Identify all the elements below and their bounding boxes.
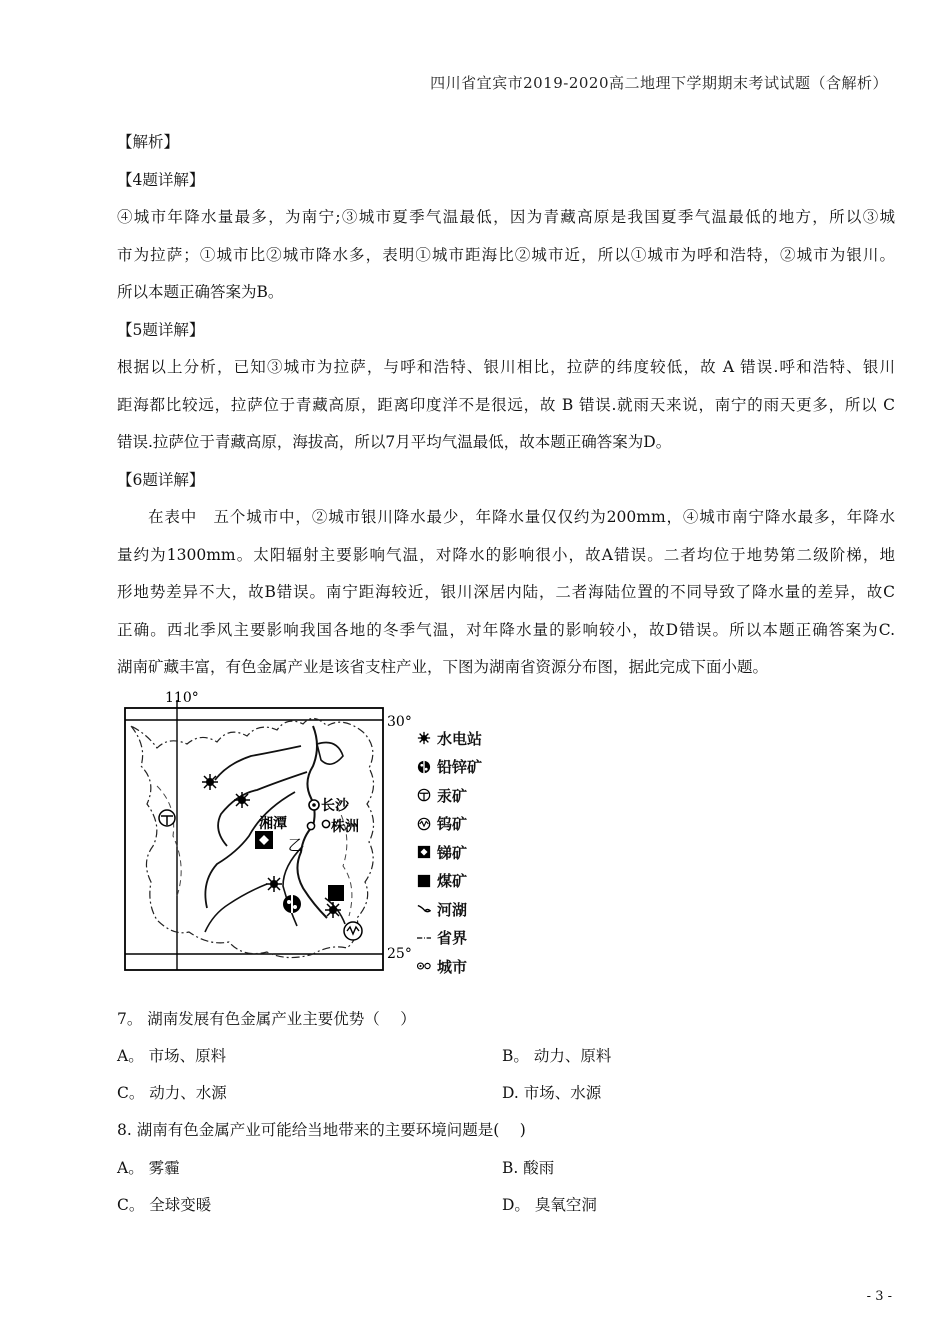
hydropower-station-icon	[266, 876, 282, 892]
q6-line: 量约为1300mm。太阳辐射主要影响气温，对降水的影响很小，故A错误。二者均位于地势第二级阶梯，地	[117, 545, 895, 564]
question-8-option-b: B. 酸雨	[502, 1159, 555, 1177]
city-icon	[309, 800, 319, 810]
mercury-mine-icon	[159, 810, 175, 826]
legend-item: 省界	[417, 924, 497, 953]
map-legend	[417, 724, 497, 981]
page-number: - 3 -	[866, 1289, 892, 1304]
tungsten-mine-icon	[344, 922, 362, 940]
q4-line: 市为拉萨；①城市比②城市降水多，表明①城市距海比②城市近，所以①城市为呼和浩特，②城市为银川。	[117, 245, 895, 264]
legend-item: 铅锌矿	[417, 753, 497, 782]
question-8-option-a: A。 雾霾	[117, 1159, 180, 1177]
question-7-option-b: B。 动力、原料	[502, 1047, 612, 1065]
lead-zinc-mine-icon	[417, 760, 431, 774]
q4-title: 【4题详解】	[117, 170, 205, 189]
river	[205, 884, 267, 932]
river	[283, 846, 303, 926]
region-label: 乙	[288, 836, 304, 854]
question-7-option-a: A。 市场、原料	[117, 1047, 227, 1065]
city-label-xiangtan: 湘潭	[259, 816, 287, 832]
latitude-bottom-label: 25°	[387, 946, 412, 962]
city-icon	[417, 959, 431, 973]
river	[215, 746, 301, 780]
coal-mine-icon	[328, 885, 344, 901]
lead-zinc-mine-icon	[283, 895, 301, 913]
latitude-top-label: 30°	[387, 714, 412, 730]
analysis-title: 【解析】	[117, 133, 180, 151]
city-icon	[322, 820, 329, 827]
q4-line: 所以本题正确答案为B。	[117, 283, 284, 301]
hydropower-station-icon	[325, 902, 341, 918]
hydropower-station-icon	[202, 774, 218, 790]
city-label-changsha: 长沙	[321, 798, 349, 814]
q6-line: 形地势差异不大，故B错误。南宁距海较近，银川深居内陆，二者海陆位置的不同导致了降水量的差异，故C	[117, 583, 895, 601]
question-7-stem: 7。 湖南发展有色金属产业主要优势（ ）	[117, 1010, 416, 1028]
antimony-mine-icon	[417, 845, 431, 859]
province-boundary-icon	[417, 931, 431, 945]
dongting-lake	[317, 743, 343, 765]
question-7-option-c: C。 动力、水源	[117, 1084, 227, 1102]
antimony-mine-icon	[255, 831, 273, 849]
hydropower-station-icon	[234, 792, 250, 808]
legend-item: 汞矿	[417, 781, 497, 810]
q4-line: ④城市年降水量最多，为南宁;③城市夏季气温最低，因为青藏高原是我国夏季气温最低的地方，所以③城	[117, 208, 895, 226]
city-icon	[307, 822, 314, 829]
legend-item: 城市	[417, 952, 497, 981]
hydropower-station-icon	[417, 731, 431, 745]
q5-line: 错误.拉萨位于青藏高原，海拔高，所以7月平均气温最低，故本题正确答案为D。	[117, 433, 672, 451]
q6-line: 正确。西北季风主要影响我国各地的冬季气温，对年降水量的影响较小，故D错误。所以本题正确答案为C.	[117, 620, 895, 639]
question-8-stem: 8. 湖南有色金属产业可能给当地带来的主要环境问题是( )	[117, 1121, 526, 1139]
river	[205, 792, 295, 908]
coal-mine-icon	[417, 874, 431, 888]
q5-line: 距海都比较远，拉萨位于青藏高原，距离印度洋不是很远，故 B 错误.就雨天来说，南宁的雨天更多，所以 C	[117, 395, 895, 414]
province-boundary	[131, 718, 374, 957]
question-8-option-c: C。 全球变暖	[117, 1196, 212, 1214]
legend-item: 钨矿	[417, 810, 497, 839]
intro-text: 湖南矿藏丰富，有色金属产业是该省支柱产业，下图为湖南省资源分布图，据此完成下面小题。	[117, 658, 769, 676]
longitude-label: 110°	[165, 690, 199, 706]
question-8-option-d: D。 臭氧空洞	[502, 1196, 597, 1214]
legend-item: 水电站	[417, 724, 497, 753]
legend-item: 河湖	[417, 895, 497, 924]
q5-title: 【5题详解】	[117, 320, 205, 339]
mercury-mine-icon	[417, 788, 431, 802]
legend-item: 煤矿	[417, 867, 497, 896]
river-lake-icon	[417, 902, 431, 916]
analysis-section	[117, 124, 895, 687]
page-header: 四川省宜宾市2019-2020高二地理下学期期末考试试题（含解析）	[430, 74, 888, 92]
tungsten-mine-icon	[417, 817, 431, 831]
question-7-option-d: D. 市场、水源	[502, 1084, 602, 1102]
city-label-zhuzhou: 株洲	[331, 819, 359, 835]
q5-line: 根据以上分析，已知③城市为拉萨，与呼和浩特、银川相比，拉萨的纬度较低，故 A 错误.呼和浩特、银川	[117, 358, 895, 376]
q6-title: 【6题详解】	[117, 470, 205, 489]
legend-item: 锑矿	[417, 838, 497, 867]
q6-line: 在表中 五个城市中，②城市银川降水最少，年降水量仅仅约为200mm，④城市南宁降水最多，年降水	[148, 508, 895, 526]
